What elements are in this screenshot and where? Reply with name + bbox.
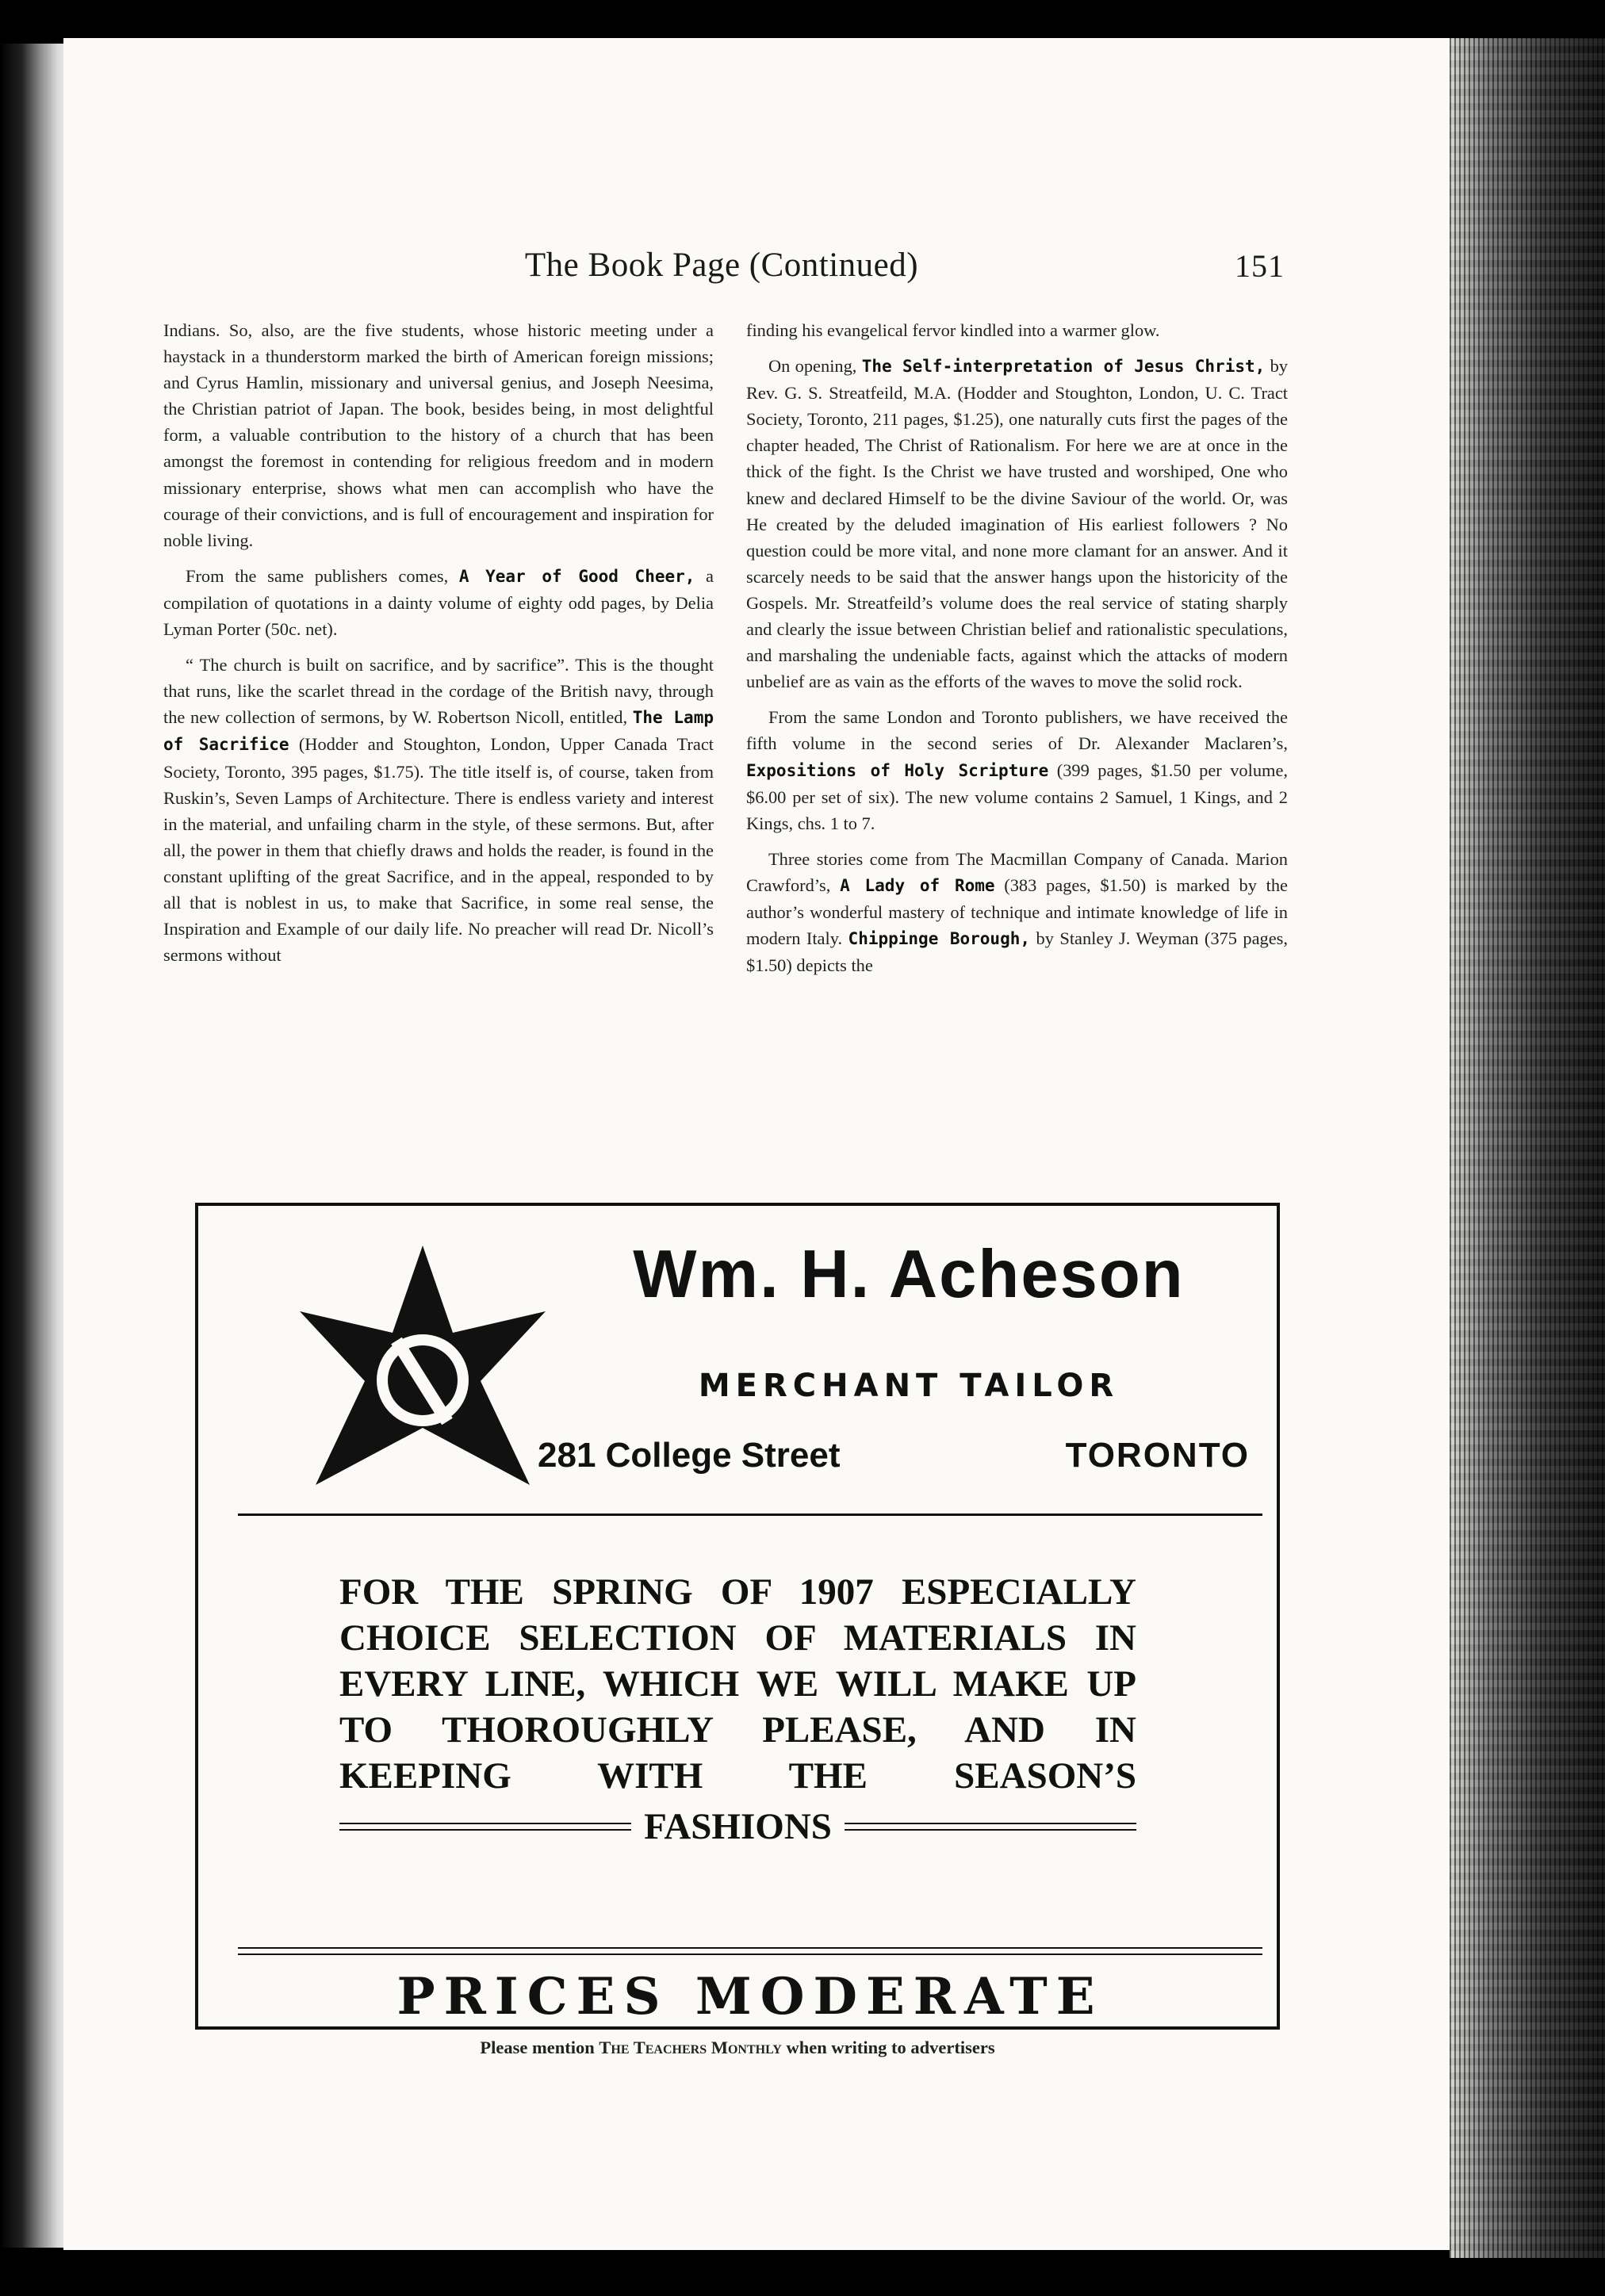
offer-last-line — [339, 1804, 1136, 1850]
right-column — [746, 317, 1288, 988]
six-pointed-star-with-circle-icon — [300, 1246, 546, 1507]
advertiser-note — [195, 2038, 1280, 2058]
paragraph-text: by Rev. G. S. Streatfeild, M.A. (Hodder and Stoughton, London, U. C. Tract Society, Toronto, 211 pages, $1.25), one naturally cuts first the pages of the chapter headed, The Christ of Rationalism. For here we are at once in the thick of the fight. Is the Christ we have trusted and worshiped, One who knew and declared Himself to be the divine Saviour of the world. Or, was He created by the deluded imagination of His earliest followers ? No question could be more vital, and none more clamant for an answer. And it scarcely needs to be said that the answer hangs upon the historicity of the Gospels. Mr. Streatfeild’s volume does the real service of stating sharply and clearly the issue between Christian belief and rationalistic speculations, and marshaling the undeniable facts, against which the attacks of modern unbelief are as vain as the efforts of the waves to move the solid rock. — [746, 356, 1288, 692]
paragraph-text: “ The church is built on sacrifice, and by sacrifice”. This is the thought that runs, like the scarlet thread in the cordage of the British navy, through the new collection of sermons, by W. Robertson Nicoll, entitled, — [163, 655, 714, 728]
paragraph — [746, 846, 1288, 978]
book-title: A Year of Good Cheer, — [458, 566, 695, 586]
paragraph — [163, 563, 714, 642]
prices-moderate: PRICES MODERATE — [396, 1967, 1104, 2026]
paragraph — [746, 353, 1288, 695]
left-column — [163, 317, 714, 978]
footer-text: Please mention — [480, 2038, 595, 2057]
paragraph-text: On opening, — [768, 356, 857, 377]
paragraph-text: (399 pages, $1.50 per volume, $6.00 per set of six). The new volume contains 2 Samuel, 1 Kings, and 2 Kings, chs. 1 to 7. — [746, 760, 1288, 833]
advertiser-address: 281 College Street — [538, 1436, 841, 1475]
paragraph: Indians. So, also, are the five students, whose historic meeting under a haystack in a thunderstorm marked the birth of American foreign missions; and Cyrus Hamlin, missionary and universal genius, and Joseph Neesima, the Christian patriot of Japan. The book, besides being, in most delightful form, a valuable contribution to the history of a church that has been amongst the foremost in contending for religious freedom and in modern missionary enterprise, shows what men can accomplish who have the courage of their convictions, and is full of encouragement and inspiration for noble living. — [163, 320, 714, 550]
left-page-edge — [0, 44, 73, 2248]
offer-text-block — [339, 1569, 1136, 1850]
divider — [238, 1513, 1262, 1516]
book-title: Chippinge Borough, — [848, 929, 1031, 949]
book-page-stack — [1450, 38, 1605, 2258]
advertiser-city: TORONTO — [1065, 1436, 1250, 1475]
paragraph — [163, 652, 714, 968]
advertiser-trade: MERCHANT TAILOR — [698, 1368, 1120, 1404]
offer-text: FOR THE SPRING OF 1907 ESPECIALLY CHOICE SELECTION OF MATERIALS IN EVERY LINE, WHICH WE WILL MAKE UP TO THOROUGHLY PLEASE, AND IN KEEPING WITH THE SEASON’S — [339, 1571, 1136, 1797]
paragraph-text: by Stanley J. Weyman (375 pages, $1.50) depicts the — [746, 928, 1288, 976]
paragraph-text: (383 pages, $1.50) is marked by the author’s wonderful mastery of technique and intimate knowledge of life in modern Italy. — [746, 874, 1288, 949]
paragraph-text: (Hodder and Stoughton, London, Upper Canada Tract Society, Toronto, 395 pages, $1.75). The title itself is, of course, taken from Ruskin’s, Seven Lamps of Architecture. There is endless variety and interest in the material, and unfailing charm in the style, of these sermons. But, after all, the power in them that chiefly draws and holds the reader, is found in the constant uplifting of the great Sacrifice, and in the appeal, responded to by all that is noblest in us, to make that Sacrifice, in some real sense, the Inspiration and Example of our daily life. No preacher will read Dr. Nicoll’s sermons without — [163, 734, 714, 966]
double-divider — [238, 1947, 1262, 1955]
paragraph: finding his evangelical fervor kindled into a warmer glow. — [746, 320, 1160, 340]
tailor-advertisement — [195, 1203, 1280, 2030]
book-title: The Self-interpretation of Jesus Christ, — [861, 357, 1266, 377]
publication-name: The Teachers Monthly — [599, 2038, 782, 2057]
running-head — [159, 246, 1285, 293]
paragraph-text: a compilation of quotations in a dainty volume of eighty odd pages, by Delia Lyman Porter (50c. net). — [163, 565, 714, 640]
book-title: Expositions of Holy Scripture — [746, 760, 1049, 780]
book-title: A Lady of Rome — [840, 875, 995, 895]
paragraph-text: From the same publishers comes, — [186, 565, 449, 586]
paragraph — [746, 704, 1288, 836]
footer-text: when writing to advertisers — [786, 2038, 995, 2057]
paragraph-text: Three stories come from The Macmillan Company of Canada. Marion Crawford’s, — [746, 848, 1288, 895]
offer-last-word: FASHIONS — [644, 1806, 832, 1847]
page-number: 151 — [1235, 248, 1285, 284]
running-title: The Book Page (Continued) — [524, 247, 919, 284]
book-title: The Lamp of Sacrifice — [163, 708, 714, 755]
advertiser-name: Wm. H. Acheson — [633, 1237, 1185, 1312]
double-rule — [845, 1823, 1136, 1831]
double-rule — [339, 1823, 631, 1831]
paragraph-text: From the same London and Toronto publishers, we have received the fifth volume in the second series of Dr. Alexander Maclaren’s, — [746, 707, 1288, 754]
